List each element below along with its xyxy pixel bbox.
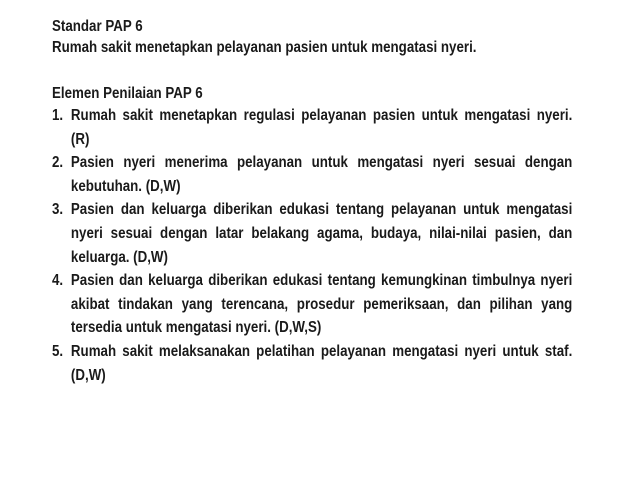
list-item xyxy=(52,198,572,269)
item-number: 5. xyxy=(52,342,64,360)
item-text: Pasien dan keluarga diberikan edukasi tentang pelayanan untuk mengatasi nyeri sesuai dengan latar belakang agama, budaya, nilai-nilai pasien, dan keluarga. (D,W) xyxy=(70,201,573,266)
elements-list xyxy=(52,104,572,387)
item-number: 2. xyxy=(52,154,64,172)
slide-content xyxy=(52,16,592,387)
standard-title: Standar PAP 6 xyxy=(52,18,143,35)
standard-description: Rumah sakit menetapkan pelayanan pasien untuk mengatasi nyeri. xyxy=(52,39,477,56)
elements-list-condensed xyxy=(52,104,572,387)
item-text: Pasien dan keluarga diberikan edukasi tentang kemungkinan timbulnya nyeri akibat tindakan yang terencana, prosedur pemeriksaan, dan pilihan yang tersedia untuk mengatasi nyeri. (D,W,S) xyxy=(70,272,573,337)
item-number: 1. xyxy=(52,107,64,124)
elements-list-wrapper xyxy=(52,104,592,387)
item-text: Pasien nyeri menerima pelayanan untuk mengatasi nyeri sesuai dengan kebutuhan. (D,W) xyxy=(70,154,573,195)
list-item xyxy=(52,151,572,198)
list-item xyxy=(52,340,572,387)
item-number: 4. xyxy=(52,272,64,290)
item-text: Rumah sakit melaksanakan pelatihan pelayanan mengatasi nyeri untuk staf. (D,W) xyxy=(70,342,573,384)
list-item xyxy=(52,269,572,340)
item-text: Rumah sakit menetapkan regulasi pelayanan pasien untuk mengatasi nyeri. (R) xyxy=(70,107,573,148)
item-number: 3. xyxy=(52,201,64,219)
elements-title: Elemen Penilaian PAP 6 xyxy=(52,85,203,102)
list-item xyxy=(52,104,572,151)
